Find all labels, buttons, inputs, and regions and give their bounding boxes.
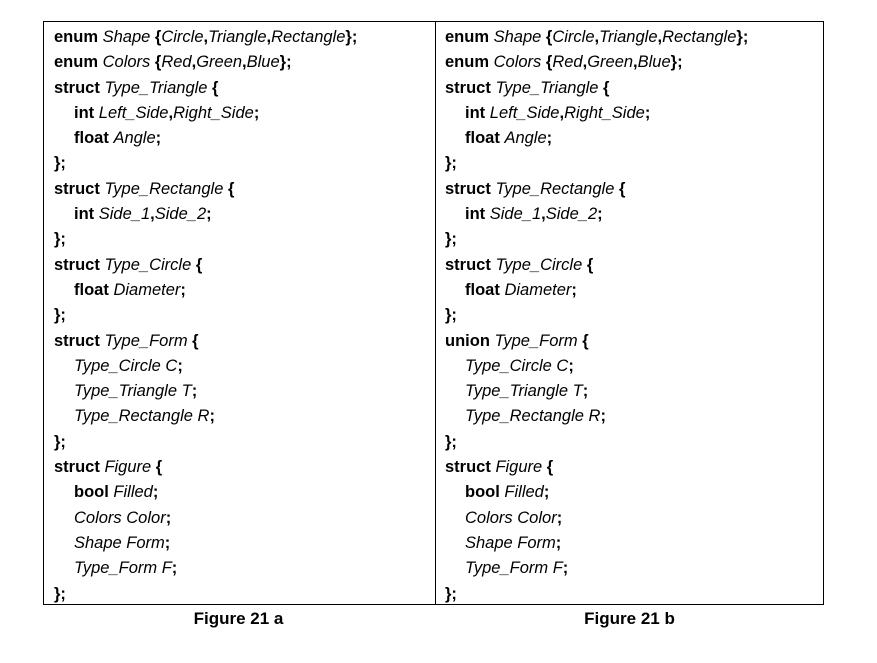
code-token: ;	[209, 407, 215, 426]
code-token: struct	[54, 179, 100, 198]
code-line	[445, 455, 748, 480]
code-token: ,	[541, 205, 546, 224]
code-token: Green	[196, 53, 243, 72]
code-line	[54, 202, 357, 227]
code-token: Type_Form F	[465, 559, 563, 578]
code-token: Filled	[113, 483, 153, 502]
code-token: float	[74, 129, 109, 148]
code-line	[445, 76, 748, 101]
code-token: Triangle	[208, 28, 267, 46]
code-line	[445, 227, 748, 252]
code-token: ,	[191, 53, 197, 72]
code-token: {	[582, 255, 594, 274]
code-line	[54, 76, 357, 101]
code-line	[445, 177, 748, 202]
code-token: struct	[54, 78, 100, 97]
code-token: ;	[171, 559, 178, 578]
code-token: Figure	[104, 458, 152, 477]
code-token: Blue	[637, 53, 671, 72]
code-line	[54, 582, 357, 607]
code-token: Type_Form	[494, 331, 578, 350]
code-line	[54, 531, 357, 556]
code-token: ,	[657, 28, 663, 46]
code-token: {	[577, 331, 589, 350]
code-token: Green	[587, 53, 634, 72]
code-token: ;	[253, 103, 260, 122]
column-divider	[435, 22, 436, 604]
code-token: Diameter	[504, 280, 572, 299]
code-block-a	[54, 25, 357, 607]
code-token: ,	[559, 103, 565, 122]
code-token: ,	[150, 205, 155, 224]
code-token: Left_Side	[489, 103, 560, 122]
code-token: ,	[203, 28, 209, 46]
code-token: ;	[582, 382, 589, 401]
figure-caption-a: Figure 21 a	[193, 609, 284, 628]
code-token: ;	[556, 508, 563, 527]
code-token: Side_2	[154, 205, 207, 224]
code-line	[445, 506, 748, 531]
code-token: enum	[445, 28, 490, 46]
code-token: struct	[445, 255, 491, 274]
code-token: int	[465, 205, 486, 224]
code-token: {	[541, 53, 553, 72]
code-line	[54, 101, 357, 126]
code-token: ;	[177, 356, 183, 375]
code-line	[445, 151, 748, 176]
code-token: Colors Color	[465, 508, 557, 527]
code-token: ;	[571, 280, 577, 299]
code-token: Right_Side	[564, 103, 645, 122]
code-token: ;	[155, 129, 162, 148]
code-line	[445, 202, 748, 227]
code-token: Blue	[246, 53, 280, 72]
code-token: Type_Rectangle	[495, 179, 615, 198]
code-line	[54, 177, 357, 202]
code-token: Circle	[161, 28, 204, 46]
code-token: {	[598, 78, 610, 97]
code-line	[54, 329, 357, 354]
code-token: Angle	[504, 129, 547, 148]
code-token: struct	[54, 331, 100, 350]
code-token: {	[150, 28, 162, 46]
code-line	[54, 278, 357, 303]
code-token: enum	[54, 28, 99, 46]
code-token: Type_Triangle	[495, 78, 599, 97]
code-token: int	[465, 103, 486, 122]
code-line	[445, 531, 748, 556]
code-token: bool	[465, 483, 500, 502]
code-token: Type_Triangle	[104, 78, 208, 97]
code-token: Type_Form	[104, 331, 188, 350]
code-token: Diameter	[113, 280, 181, 299]
code-token: ;	[546, 129, 553, 148]
code-token: ;	[555, 533, 562, 552]
code-token: Filled	[504, 483, 544, 502]
code-token: {	[614, 179, 626, 198]
code-token: Red	[552, 53, 583, 72]
code-line	[445, 253, 748, 278]
code-token: ;	[180, 280, 186, 299]
code-token: ;	[644, 103, 651, 122]
code-token: ;	[543, 483, 550, 502]
code-line	[445, 50, 748, 75]
code-token: ;	[164, 533, 171, 552]
code-token: ;	[191, 382, 198, 401]
code-line	[445, 354, 748, 379]
code-token: };	[736, 28, 749, 46]
code-token: struct	[445, 458, 491, 477]
code-token: ,	[582, 53, 588, 72]
code-line	[54, 303, 357, 328]
code-token: {	[187, 331, 199, 350]
code-line	[54, 227, 357, 252]
code-token: };	[54, 432, 66, 451]
code-token: Type_Rectangle	[104, 179, 224, 198]
code-token: };	[445, 306, 457, 325]
code-token: {	[151, 458, 163, 477]
code-token: {	[150, 53, 162, 72]
code-token: ;	[597, 205, 603, 224]
code-token: Type_Rectangle R	[465, 407, 601, 426]
code-token: ;	[568, 356, 574, 375]
code-token: float	[465, 129, 500, 148]
code-line	[445, 480, 748, 505]
code-token: struct	[445, 78, 491, 97]
code-line	[54, 506, 357, 531]
code-token: Type_Circle	[495, 255, 583, 274]
code-line	[54, 151, 357, 176]
code-token: ;	[165, 508, 172, 527]
code-token: };	[445, 154, 457, 173]
code-line	[445, 303, 748, 328]
code-token: Type_Form F	[74, 559, 172, 578]
code-line	[445, 329, 748, 354]
code-token: };	[279, 53, 292, 72]
code-token: float	[74, 280, 109, 299]
code-line	[445, 379, 748, 404]
code-line	[54, 126, 357, 151]
code-line	[54, 379, 357, 404]
code-token: {	[207, 78, 219, 97]
code-token: struct	[54, 458, 100, 477]
code-token: {	[542, 458, 554, 477]
code-token: ;	[152, 483, 159, 502]
code-line	[445, 101, 748, 126]
code-token: Shape	[493, 28, 542, 46]
code-token: Type_Circle C	[74, 356, 178, 375]
code-line	[445, 404, 748, 429]
code-token: Type_Circle	[104, 255, 192, 274]
code-line	[445, 126, 748, 151]
code-token: Left_Side	[98, 103, 169, 122]
code-token: };	[445, 584, 457, 603]
code-token: Rectangle	[662, 28, 737, 46]
code-token: Type_Rectangle R	[74, 407, 210, 426]
code-token: ,	[168, 103, 174, 122]
code-token: };	[345, 28, 358, 46]
code-token: };	[670, 53, 683, 72]
code-line	[54, 253, 357, 278]
code-token: Red	[161, 53, 192, 72]
code-line	[445, 582, 748, 607]
code-token: int	[74, 103, 95, 122]
code-token: };	[445, 230, 457, 249]
code-token: Side_1	[98, 205, 151, 224]
code-line	[445, 556, 748, 581]
code-token: Type_Triangle T	[465, 382, 583, 401]
code-token: Type_Circle C	[465, 356, 569, 375]
code-line	[54, 430, 357, 455]
code-token: Circle	[552, 28, 595, 46]
code-token: ,	[242, 53, 247, 72]
code-token: {	[223, 179, 235, 198]
code-token: };	[445, 432, 457, 451]
code-token: Figure	[495, 458, 543, 477]
code-token: Shape Form	[465, 533, 556, 552]
figure-caption-b: Figure 21 b	[584, 609, 675, 628]
code-token: ;	[562, 559, 569, 578]
code-token: {	[541, 28, 553, 46]
code-line	[54, 455, 357, 480]
code-token: };	[54, 230, 66, 249]
code-token: Colors Color	[74, 508, 166, 527]
code-token: ;	[206, 205, 212, 224]
code-token: int	[74, 205, 95, 224]
code-token: enum	[445, 53, 490, 72]
code-line	[54, 556, 357, 581]
code-token: Triangle	[599, 28, 658, 46]
code-token: {	[191, 255, 203, 274]
code-token: union	[445, 331, 490, 350]
code-token: enum	[54, 53, 99, 72]
code-token: struct	[445, 179, 491, 198]
code-token: };	[54, 154, 66, 173]
code-line	[445, 430, 748, 455]
code-token: ,	[266, 28, 272, 46]
code-line	[445, 25, 748, 50]
code-line	[445, 278, 748, 303]
code-token: Shape	[102, 28, 151, 46]
code-token: Side_2	[545, 205, 598, 224]
code-token: Shape Form	[74, 533, 165, 552]
code-token: Side_1	[489, 205, 542, 224]
code-line	[54, 404, 357, 429]
code-line	[54, 480, 357, 505]
code-token: };	[54, 306, 66, 325]
code-token: struct	[54, 255, 100, 274]
code-token: Type_Triangle T	[74, 382, 192, 401]
code-token: Colors	[493, 53, 542, 72]
code-token: ,	[633, 53, 638, 72]
code-token: float	[465, 280, 500, 299]
code-block-b	[445, 25, 748, 607]
code-token: ,	[594, 28, 600, 46]
code-line	[54, 354, 357, 379]
code-token: Colors	[102, 53, 151, 72]
code-token: };	[54, 584, 66, 603]
code-token: Right_Side	[173, 103, 254, 122]
code-line	[54, 50, 357, 75]
code-token: bool	[74, 483, 109, 502]
code-token: Angle	[113, 129, 156, 148]
code-line	[54, 25, 357, 50]
code-token: Rectangle	[271, 28, 346, 46]
code-table	[43, 21, 824, 605]
code-token: ;	[600, 407, 606, 426]
